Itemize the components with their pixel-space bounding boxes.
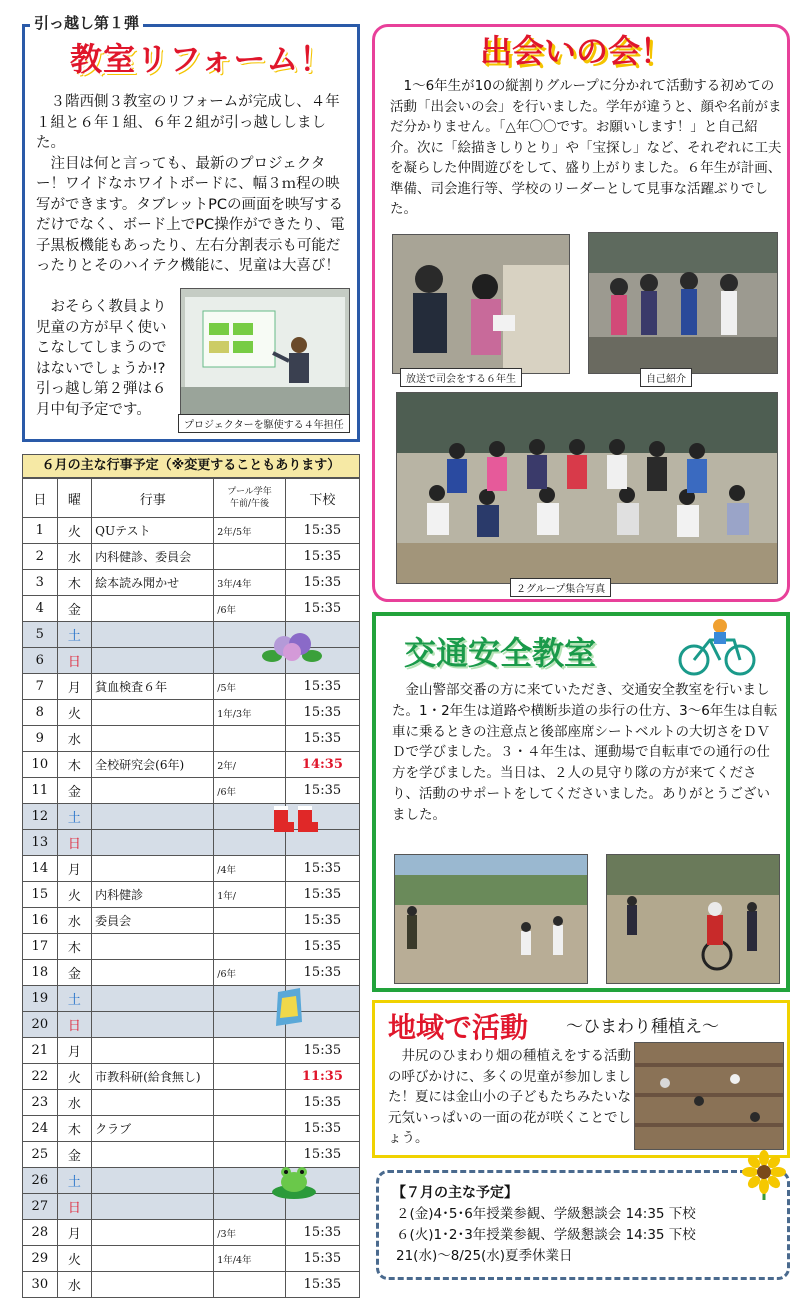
weekday-cell: 木: [57, 752, 92, 778]
bicycle-icon: [676, 612, 760, 678]
event-cell: [92, 934, 214, 960]
header-dismiss: 下校: [285, 479, 359, 518]
classroom-photo: [180, 288, 350, 416]
weekday-cell: 金: [57, 778, 92, 804]
schedule-row: [23, 544, 360, 570]
dismiss-cell: 15:35: [285, 1142, 359, 1168]
schedule-row: [23, 1116, 360, 1142]
event-cell: [92, 986, 214, 1012]
dismiss-cell: 15:35: [285, 596, 359, 622]
pool-cell: [214, 934, 286, 960]
weekday-cell: 月: [57, 1220, 92, 1246]
day-cell: 24: [23, 1116, 58, 1142]
dismiss-cell: 15:35: [285, 1220, 359, 1246]
day-cell: 6: [23, 648, 58, 674]
event-cell: [92, 622, 214, 648]
self-intro-photo: [588, 232, 778, 374]
event-cell: [92, 1194, 214, 1220]
weekday-cell: 日: [57, 830, 92, 856]
day-cell: 5: [23, 622, 58, 648]
schedule-row: [23, 1246, 360, 1272]
day-cell: 11: [23, 778, 58, 804]
day-cell: 20: [23, 1012, 58, 1038]
local-title: 地域で活動: [388, 1011, 529, 1044]
schedule-row: [23, 1012, 360, 1038]
pool-cell: [214, 1038, 286, 1064]
schedule-row: [23, 1038, 360, 1064]
day-cell: 19: [23, 986, 58, 1012]
weekday-cell: 月: [57, 856, 92, 882]
pool-cell: [214, 1116, 286, 1142]
pool-cell: 2年/: [214, 752, 286, 778]
schedule-row: [23, 726, 360, 752]
schedule-row: [23, 1064, 360, 1090]
day-cell: 21: [23, 1038, 58, 1064]
weekday-cell: 火: [57, 518, 92, 544]
dismiss-cell: 15:35: [285, 700, 359, 726]
day-cell: 8: [23, 700, 58, 726]
header-pool-top: プール学年: [227, 487, 272, 497]
announcer-photo-caption: 放送で司会をする６年生: [400, 368, 522, 387]
weekday-cell: 金: [57, 960, 92, 986]
schedule-row: [23, 596, 360, 622]
pool-cell: 1年/: [214, 882, 286, 908]
july-list: [396, 1204, 786, 1267]
day-cell: 28: [23, 1220, 58, 1246]
dismiss-cell: 15:35: [285, 778, 359, 804]
frog-icon: [270, 1160, 318, 1200]
day-cell: 16: [23, 908, 58, 934]
day-cell: 27: [23, 1194, 58, 1220]
event-cell: 全校研究会(6年): [92, 752, 214, 778]
schedule-row: [23, 986, 360, 1012]
day-cell: 10: [23, 752, 58, 778]
day-cell: 17: [23, 934, 58, 960]
day-cell: 1: [23, 518, 58, 544]
pool-cell: [214, 1064, 286, 1090]
traffic-title: 交通安全教室: [404, 634, 597, 672]
dismiss-cell: 15:35: [285, 1090, 359, 1116]
event-cell: 貧血検査６年: [92, 674, 214, 700]
pool-cell: /6年: [214, 596, 286, 622]
weekday-cell: 月: [57, 1038, 92, 1064]
event-cell: [92, 804, 214, 830]
day-cell: 26: [23, 1168, 58, 1194]
weekday-cell: 火: [57, 1064, 92, 1090]
reform-paragraph-1: ３階西側３教室のリフォームが完成し、４年１組と６年１組、６年２組が引っ越ししました。: [36, 94, 340, 151]
weekday-cell: 日: [57, 1194, 92, 1220]
schedule-row: [23, 1220, 360, 1246]
weekday-cell: 木: [57, 934, 92, 960]
group-photo-caption: ２グループ集合写真: [510, 578, 611, 597]
day-cell: 15: [23, 882, 58, 908]
weekday-cell: 月: [57, 674, 92, 700]
july-item: ６(火)1･2･3年授業参観、学級懇談会 14:35 下校: [396, 1227, 696, 1243]
sunflower-icon: [742, 1150, 786, 1200]
day-cell: 30: [23, 1272, 58, 1298]
day-cell: 18: [23, 960, 58, 986]
event-cell: [92, 960, 214, 986]
pool-cell: 1年/4年: [214, 1246, 286, 1272]
schedule-row: [23, 960, 360, 986]
pool-cell: [214, 908, 286, 934]
header-event: 行事: [92, 479, 214, 518]
schedule-row: [23, 882, 360, 908]
pool-cell: [214, 1090, 286, 1116]
event-cell: [92, 1038, 214, 1064]
reform-body: [36, 92, 354, 277]
weekday-cell: 日: [57, 1012, 92, 1038]
event-cell: 絵本読み聞かせ: [92, 570, 214, 596]
dismiss-cell: 15:35: [285, 856, 359, 882]
reform-paragraph-3: おそらく教員より児童の方が早く使いこなしてしまうのではないでしょうか!?引っ越し第２弾は６月中旬予定です。: [36, 299, 167, 418]
header-day: 日: [23, 479, 58, 518]
day-cell: 7: [23, 674, 58, 700]
event-cell: QUテスト: [92, 518, 214, 544]
schedule-row: [23, 1090, 360, 1116]
dismiss-cell: 15:35: [285, 518, 359, 544]
header-weekday: 曜: [57, 479, 92, 518]
event-cell: [92, 1220, 214, 1246]
dismiss-cell: 14:35: [285, 752, 359, 778]
meeting-title: 出会いの会！: [480, 32, 673, 70]
traffic-body: 金山警部交番の方に来ていただき、交通安全教室を行いました。1・2年生は道路や横断歩道の歩行の仕方、3～6年生は自転車に乗るときの注意点と後部座席シートベルトの大切さをＤＶＤで学びました。３・４年生は、運動場で自転車での通行の仕方を学びました。当日は、２人の見守り隊の方が来てくださり、活動のサポートをしてくださいました。ありがとうございました。: [392, 682, 778, 823]
event-cell: 内科健診、委員会: [92, 544, 214, 570]
schedule-row: [23, 1272, 360, 1298]
day-cell: 29: [23, 1246, 58, 1272]
schedule-row: [23, 518, 360, 544]
pool-cell: /6年: [214, 960, 286, 986]
day-cell: 25: [23, 1142, 58, 1168]
day-cell: 3: [23, 570, 58, 596]
dismiss-cell: 15:35: [285, 934, 359, 960]
dismiss-cell: 15:35: [285, 1038, 359, 1064]
reform-paragraph-2: 注目は何と言っても、最新のプロジェクター！ワイドなホワイトボードに、幅３ｍ程の映写ができます。タブレットPCの画面を映写するだけでなく、ボード上でPC操作ができたり、電子黒板機能もあったり、左右分割表示も可能だったりとそのハイテク機能に、児童は大喜び！: [36, 155, 345, 274]
pool-cell: 2年/5年: [214, 518, 286, 544]
hydrangea-icon: [262, 630, 322, 666]
schedule-row: [23, 700, 360, 726]
weekday-cell: 水: [57, 1090, 92, 1116]
tanabata-icon: [272, 988, 306, 1026]
pool-cell: [214, 1272, 286, 1298]
schedule-header-row: [23, 479, 360, 518]
dismiss-cell: 15:35: [285, 908, 359, 934]
weekday-cell: 木: [57, 1116, 92, 1142]
dismiss-cell: 15:35: [285, 570, 359, 596]
weekday-cell: 水: [57, 544, 92, 570]
event-cell: [92, 648, 214, 674]
event-cell: [92, 1168, 214, 1194]
dismiss-cell: 15:35: [285, 726, 359, 752]
sunflower-planting-photo: [634, 1042, 784, 1150]
weekday-cell: 金: [57, 1142, 92, 1168]
schedule-title: ６月の主な行事予定（※変更することもあります）: [22, 454, 360, 478]
weekday-cell: 金: [57, 596, 92, 622]
schedule-row: [23, 570, 360, 596]
day-cell: 4: [23, 596, 58, 622]
weekday-cell: 火: [57, 882, 92, 908]
reform-tag: 引っ越し第１弾: [30, 12, 143, 33]
dismiss-cell: 15:35: [285, 960, 359, 986]
event-cell: [92, 1246, 214, 1272]
pool-cell: [214, 544, 286, 570]
event-cell: [92, 778, 214, 804]
schedule-row: [23, 752, 360, 778]
event-cell: 内科健診: [92, 882, 214, 908]
july-item: 21(水)～8/25(水)夏季休業日: [396, 1248, 573, 1264]
event-cell: [92, 856, 214, 882]
weekday-cell: 木: [57, 570, 92, 596]
pool-cell: /3年: [214, 1220, 286, 1246]
header-pool-bottom: 午前/午後: [230, 499, 270, 509]
pool-cell: /4年: [214, 856, 286, 882]
event-cell: [92, 596, 214, 622]
day-cell: 22: [23, 1064, 58, 1090]
day-cell: 12: [23, 804, 58, 830]
weekday-cell: 水: [57, 908, 92, 934]
pool-cell: /6年: [214, 778, 286, 804]
schedule-row: [23, 674, 360, 700]
event-cell: [92, 726, 214, 752]
weekday-cell: 土: [57, 804, 92, 830]
event-cell: [92, 1142, 214, 1168]
weekday-cell: 土: [57, 622, 92, 648]
event-cell: [92, 1090, 214, 1116]
schedule-row: [23, 908, 360, 934]
weekday-cell: 土: [57, 1168, 92, 1194]
pool-cell: /5年: [214, 674, 286, 700]
weekday-cell: 水: [57, 1272, 92, 1298]
local-body: 井尻のひまわり畑の種植えをする活動の呼びかけに、多くの児童が参加しました！夏には金山小の子どもたちみたいな元気いっぱいの一面の花が咲くことでしょう。: [388, 1048, 631, 1146]
dismiss-cell: 15:35: [285, 1272, 359, 1298]
schedule-row: [23, 778, 360, 804]
dismiss-cell: 15:35: [285, 544, 359, 570]
event-cell: クラブ: [92, 1116, 214, 1142]
event-cell: [92, 1272, 214, 1298]
weekday-cell: 火: [57, 700, 92, 726]
dismiss-cell: 11:35: [285, 1064, 359, 1090]
traffic-photo-2: [606, 854, 780, 984]
dismiss-cell: 15:35: [285, 882, 359, 908]
schedule-row: [23, 856, 360, 882]
schedule-row: [23, 934, 360, 960]
event-cell: 市教科研(給食無し): [92, 1064, 214, 1090]
july-title: 【７月の主な予定】: [392, 1185, 518, 1201]
day-cell: 23: [23, 1090, 58, 1116]
event-cell: [92, 1012, 214, 1038]
classroom-photo-caption: プロジェクターを駆使する４年担任: [178, 414, 350, 433]
event-cell: [92, 830, 214, 856]
event-cell: 委員会: [92, 908, 214, 934]
dismiss-cell: 15:35: [285, 1116, 359, 1142]
pool-cell: [214, 726, 286, 752]
weekday-cell: 水: [57, 726, 92, 752]
header-pool: [214, 479, 286, 518]
weekday-cell: 火: [57, 1246, 92, 1272]
local-subtitle: ～ひまわり種植え～: [566, 1017, 719, 1037]
event-cell: [92, 700, 214, 726]
july-item: ２(金)4･5･6年授業参観、学級懇談会 14:35 下校: [396, 1206, 696, 1222]
pool-cell: 3年/4年: [214, 570, 286, 596]
meeting-body: 1～6年生が10の縦割りグループに分かれて活動する初めての活動「出会いの会」を行いました。学年が違うと、顔や名前がまだ分かりません。「△年〇〇です。お願いします！」と自己紹介。次に「絵描きしりとり」や「宝探し」など、それぞれに工夫を凝らした仲間遊びをして、盛り上がりました。６年生が計画、準備、司会進行等、学校のリーダーとして見事な活躍ぶりでした。: [390, 78, 782, 217]
day-cell: 9: [23, 726, 58, 752]
traffic-photo-1: [394, 854, 588, 984]
weekday-cell: 土: [57, 986, 92, 1012]
day-cell: 14: [23, 856, 58, 882]
pool-cell: 1年/3年: [214, 700, 286, 726]
socks-icon: [268, 802, 324, 838]
day-cell: 2: [23, 544, 58, 570]
day-cell: 13: [23, 830, 58, 856]
group-photo: [396, 392, 778, 584]
announcer-photo: [392, 234, 570, 374]
dismiss-cell: 15:35: [285, 674, 359, 700]
weekday-cell: 日: [57, 648, 92, 674]
reform-title: 教室リフォーム！: [70, 40, 333, 78]
self-intro-photo-caption: 自己紹介: [640, 368, 692, 387]
dismiss-cell: 15:35: [285, 1246, 359, 1272]
